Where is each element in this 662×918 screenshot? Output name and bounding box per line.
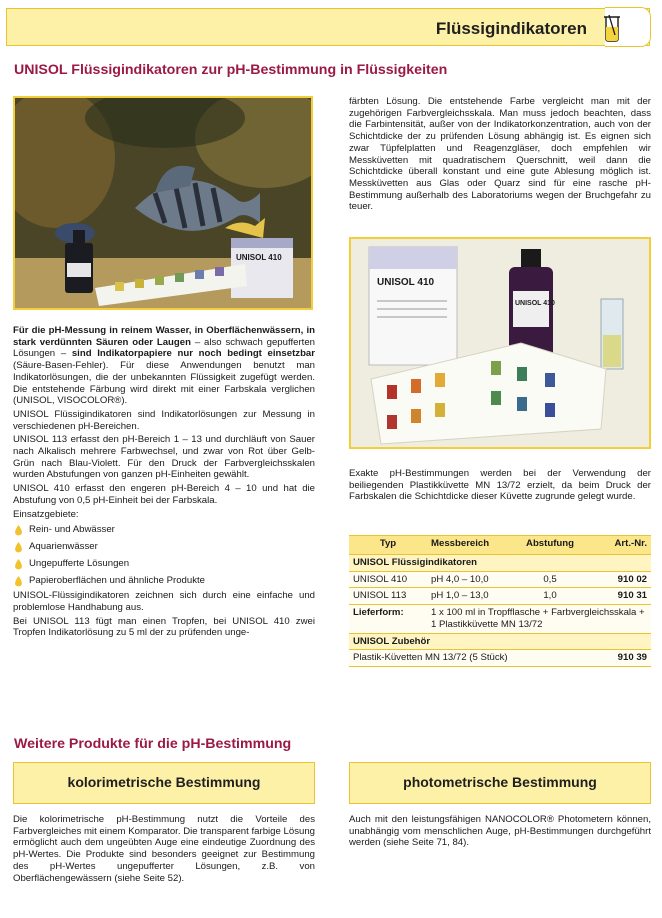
table-group-row: UNISOL Flüssigindikatoren (349, 555, 651, 572)
paragraph-drops: Bei UNISOL 113 fügt man einen Tropfen, bei UNISOL 410 zwei Tropfen Indikatorlösung zu 5 ml der zu prüfenden unge- (13, 615, 315, 639)
intro-paragraph: Für die pH-Messung in reinem Wasser, in Oberflächenwässern, in stark verdünnten Säuren oder Laugen – also schwach gepufferten Lösungen – sind Indikatorpapiere nur noch bedingt einsetzbar (Säure-Basen-Fehler). Für diese Anwendungen benutzt man Indikatorlösungen, die der unbekannten Flüssigkeit zugefügt werden. Die entstehende Färbung wird direkt mit einer Farbskala verglichen (UNISOL, VISOCOLOR®). (13, 325, 315, 407)
photometric-link[interactable]: photometrische Bestimmung (349, 762, 651, 804)
colorimetric-text: Die kolorimetrische pH-Bestimmung nutzt die Vorteile des Farbvergleiches mit einem Komparator. Die transparent farbige Lösung ermöglicht auch dem ungeübten Auge eine eindeutige Zuordnung des pH-Wertes. Die Produkte sind besonders geeignet zur Bestimmung des pH-Wertes ungepufferter Lösungen, z.B. von Oberflächengewässern (siehe Seite 52). (13, 814, 315, 884)
list-item: Papieroberflächen und ähnliche Produkte (13, 573, 315, 590)
table-group-row: UNISOL Zubehör (349, 633, 651, 650)
header-bar (6, 8, 650, 46)
table-row-lieferform: Lieferform: 1 x 100 ml in Tropfflasche + Farbvergleichsskala + 1 Plastikküvette MN 13/72 (349, 605, 651, 633)
left-intro-text (13, 325, 315, 641)
product-table (349, 535, 651, 667)
box-label-left: UNISOL 410 (236, 253, 282, 262)
paragraph-unisol-113: UNISOL 113 erfasst den pH-Bereich 1 – 13 und durchläuft von Sauer nach Alkalisch mehrere Farbwechsel, und zwar von Rot über Gelb-Grün nach Blau-Violett. Für den Druck der Farbvergleichsskalen wurden Abstufungen von ganzen pH-Einheiten gewählt. (13, 434, 315, 481)
colorimetric-link[interactable]: kolorimetrische Bestimmung (13, 762, 315, 804)
paragraph-unisol-410: UNISOL 410 erfasst den engeren pH-Bereich 4 – 10 und hat die Abstufung von 0,5 pH-Einheit bei der Farbskala. (13, 483, 315, 506)
list-item: Aquarienwässer (13, 539, 315, 556)
drop-icon (14, 576, 23, 587)
drop-icon (14, 525, 23, 536)
table-row: Plastik-Küvetten MN 13/72 (5 Stück) 910 39 (349, 650, 651, 667)
col-abstufung: Abstufung (513, 536, 587, 555)
paragraph-unisol: UNISOL Flüssigindikatoren sind Indikatorlösungen zur Messung in verschiedenen pH-Bereichen. (13, 408, 315, 432)
box-label-right: UNISOL 410 (377, 277, 435, 288)
drop-icon (14, 542, 23, 553)
table-row: UNISOL 410 pH 4,0 – 10,0 0,5 910 02 (349, 571, 651, 588)
list-item: Ungepufferte Lösungen (13, 556, 315, 573)
table-header-row (349, 536, 651, 555)
photometric-text: Auch mit den leistungsfähigen NANOCOLOR® Photometern können, unabhängig vom menschlichen Auge, pH-Bestimmungen durchgeführt werden (siehe Seite 71, 84). (349, 814, 651, 849)
col-typ: Typ (349, 536, 427, 555)
list-item: Rein- und Abwässer (13, 522, 315, 539)
paragraph-exact: Exakte pH-Bestimmungen werden bei der Verwendung der beiliegenden Plastikküvette MN 13/72 erzielt, da beim Druck der Farbskalen die Schichtdicke dieser Küvette zugrunde gelegt wurde. (349, 468, 651, 503)
bottle-label: UNISOL 410 (515, 300, 555, 307)
aquarium-photo (13, 96, 313, 310)
drop-icon (14, 559, 23, 570)
page-title: Flüssigindikatoren (435, 19, 587, 38)
table-row: UNISOL 113 pH 1,0 – 13,0 1,0 910 31 (349, 588, 651, 605)
col-art-nr: Art.-Nr. (587, 536, 651, 555)
uses-label: Einsatzgebiete: (13, 508, 79, 520)
right-column-text (349, 96, 651, 215)
paragraph-handling: UNISOL-Flüssigindikatoren zeichnen sich durch eine einfache und problemlose Handhabung aus. (13, 590, 315, 613)
beaker-icon (599, 13, 625, 43)
uses-list (13, 522, 315, 590)
right-exact-text (349, 468, 651, 505)
col-messbereich: Messbereich (427, 536, 513, 555)
section-title: UNISOL Flüssigindikatoren zur pH-Bestimmung in Flüssigkeiten (14, 62, 448, 78)
paragraph-continued: färbten Lösung. Die entstehende Farbe vergleicht man mit der zugehörigen Farbvergleichsskala. Man muss jedoch beachten, dass die Farbintensität, außer von der Indikatorkonzentration, auch von der Schichtdicke der zu prüfenden Lösung abhängig ist. Es eignen sich zwar Tüpfelplatten und Reagenzgläser, doch empfehlen wir Messküvetten mit quadratischem Querschnitt, weil dann die Schichtdicke überall konstant und eine gute Ablesung möglich ist. Messküvetten aus Glas oder Quarz sind für eine rasche pH-Bestimmung außerhalb des Laboratoriums wegen der Bruchgefahr zu teuer. (349, 96, 651, 213)
further-products-title: Weitere Produkte für die pH-Bestimmung (14, 736, 292, 752)
product-photo (349, 237, 651, 449)
